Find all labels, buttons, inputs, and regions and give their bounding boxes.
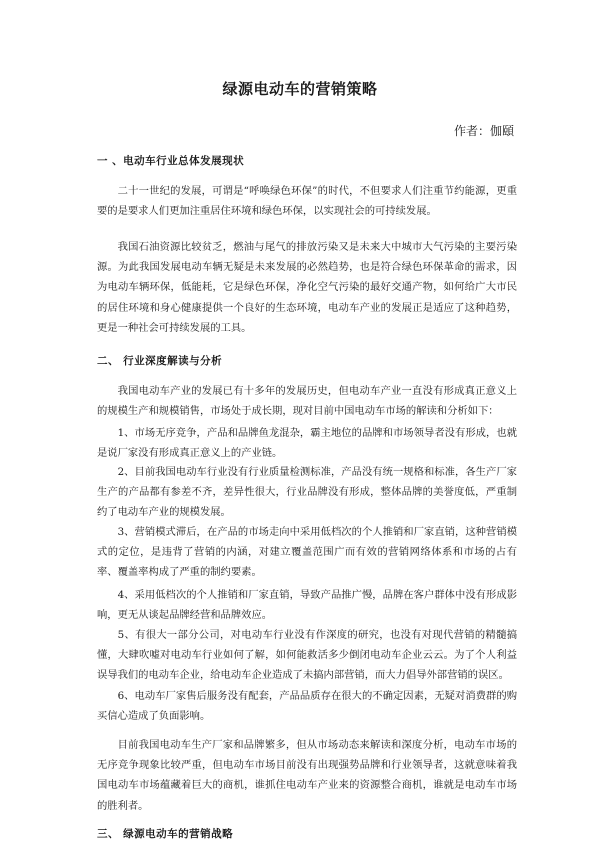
section-1-paragraph-1: 二十一世纪的发展，可谓是“呼唤绿色环保”的时代，不但要求人们注重节约能源，更重要的是要求人们更加注重居住环境和绿色环保，以实现社会的可持续发展。 xyxy=(97,185,517,218)
author-line: 作者：伽頤 xyxy=(453,124,514,138)
section-2-heading: 二、 行业深度解读与分析 xyxy=(97,355,223,367)
section-2-intro: 我国电动车产业的发展已有十多年的发展历史，但电动车产业一直没有形成真正意义上的规模生产和规模销售，市场处于成长期，现对目前中国电动车市场的解读和分析如下： xyxy=(97,385,517,418)
section-2-point-5: 5、有很大一部分公司，对电动车行业没有作深度的研究，也没有对现代营销的精髓搞懂，大肆吹嘘对电动车行业如何了解，如何能救活多少倒闭电动车企业云云。为了个人利益误导我们的电动车企业，给电动车企业造成了未搞内部营销，而大力倡导外部营销的误区。 xyxy=(97,629,517,682)
section-2-point-3: 3、营销模式滞后，在产品的市场走向中采用低档次的个人推销和厂家直销，这种营销模式的定位，是违背了营销的内涵，对建立覆盖范围广而有效的营销网络体系和市场的占有率、覆盖率构成了严重的制约要素。 xyxy=(97,526,517,579)
section-2-point-4: 4、采用低档次的个人推销和厂家直销，导致产品推广慢，品牌在客户群体中没有形成影响，更无从谈起品牌经营和品牌效应。 xyxy=(97,589,517,622)
section-2-point-6: 6、电动车厂家售后服务没有配套，产品品质存在很大的不确定因素，无疑对消费群的购买信心造成了负面影响。 xyxy=(97,690,517,723)
section-2-closing: 目前我国电动车生产厂家和品牌繁多，但从市场动态来解读和深度分析，电动车市场的无序竞争现象比较严重，但电动车市场目前没有出现强势品牌和行业领导者，这就意味着我国电动车市场蕴藏着巨大的商机，谁抓住电动车产业来的资源整合商机，谁就是电动车市场的胜利者。 xyxy=(97,739,517,812)
section-1-heading: 一 、电动车行业总体发展现状 xyxy=(97,155,245,167)
section-2-point-1: 1、市场无序竞争，产品和品牌鱼龙混杂，霸主地位的品牌和市场领导者没有形成，也就是说厂家没有形成真正意义上的产业链。 xyxy=(97,427,517,460)
document-title: 绿源电动车的营销策略 xyxy=(222,80,378,98)
section-2-point-2: 2、目前我国电动车行业没有行业质量检测标准，产品没有统一规格和标准，各生产厂家生产的产品都有参差不齐，差异性很大，行业品牌没有形成，整体品牌的美誉度低，严重制约了电动车产业的规模发展。 xyxy=(97,466,517,519)
section-1-paragraph-2: 我国石油资源比较贫乏，燃油与尾气的排放污染又是未来大中城市大气污染的主要污染源。为此我国发展电动车辆无疑是未来发展的必然趋势，也是符合绿色环保革命的需求，因为电动车辆环保，低能耗，它是绿色环保，净化空气污染的最好交通产物，如何给广大市民的居住环境和身心健康提供一个良好的生态环境，电动车产业的发展正是适应了这种趋势，更是一种社会可持续发展的工具。 xyxy=(97,241,517,334)
section-3-heading: 三、 绿源电动车的营销战略 xyxy=(97,828,234,840)
